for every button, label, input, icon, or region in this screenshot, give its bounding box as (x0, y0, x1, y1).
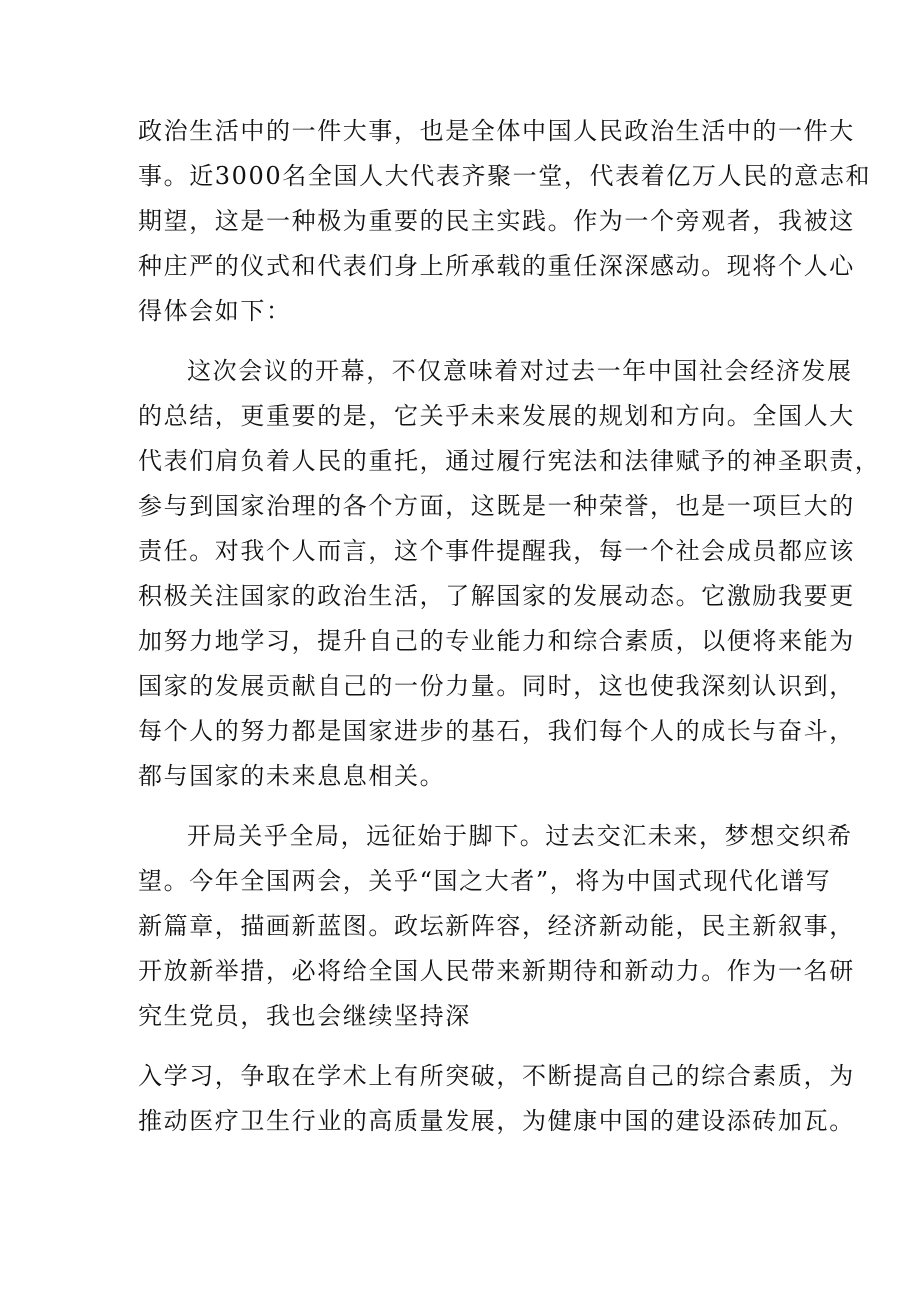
text-line: 究生党员，我也会继续坚持深 (138, 1002, 471, 1030)
text-line: 每个人的努力都是国家进步的基石，我们每个人的成长与奋斗， (138, 717, 855, 745)
text-line: 开放新举措，必将给全国人民带来新期待和新动力。作为一名研 (138, 957, 855, 985)
text-line: 的总结，更重要的是，它关乎未来发展的规划和方向。全国人大 (138, 402, 855, 430)
text-line: 积极关注国家的政治生活，了解国家的发展动态。它激励我要更 (138, 582, 855, 610)
paragraph-first-line: 这次会议的开幕，不仅意味着对过去一年中国社会经济发展 (187, 357, 853, 385)
text-line: 得体会如下： (138, 297, 292, 325)
text-line: 望。今年全国两会，关乎“国之大者”，将为中国式现代化谱写 (138, 867, 832, 895)
text-line: 都与国家的未来息息相关。 (138, 762, 446, 790)
text-line: 国家的发展贡献自己的一份力量。同时，这也使我深刻认识到， (138, 672, 855, 700)
text-line: 种庄严的仪式和代表们身上所承载的重任深深感动。现将个人心 (138, 252, 855, 280)
text-line: 期望，这是一种极为重要的民主实践。作为一个旁观者，我被这 (138, 207, 855, 235)
paragraph-first-line: 开局关乎全局，远征始于脚下。过去交汇未来，梦想交织希 (187, 822, 853, 850)
text-line: 责任。对我个人而言，这个事件提醒我，每一个社会成员都应该 (138, 537, 855, 565)
text-line: 推动医疗卫生行业的高质量发展，为健康中国的建设添砖加瓦。 (138, 1107, 855, 1135)
text-line: 新篇章，描画新蓝图。政坛新阵容，经济新动能，民主新叙事， (138, 912, 855, 940)
text-line: 事。近3000名全国人大代表齐聚一堂，代表着亿万人民的意志和 (138, 162, 872, 190)
text-line: 参与到国家治理的各个方面，这既是一种荣誉，也是一项巨大的 (138, 492, 855, 520)
text-line: 加努力地学习，提升自己的专业能力和综合素质，以便将来能为 (138, 627, 855, 655)
text-line: 代表们肩负着人民的重托，通过履行宪法和法律赋予的神圣职责， (138, 447, 881, 475)
text-line: 政治生活中的一件大事，也是全体中国人民政治生活中的一件大 (138, 117, 855, 145)
text-line: 入学习，争取在学术上有所突破，不断提高自己的综合素质，为 (138, 1062, 855, 1090)
